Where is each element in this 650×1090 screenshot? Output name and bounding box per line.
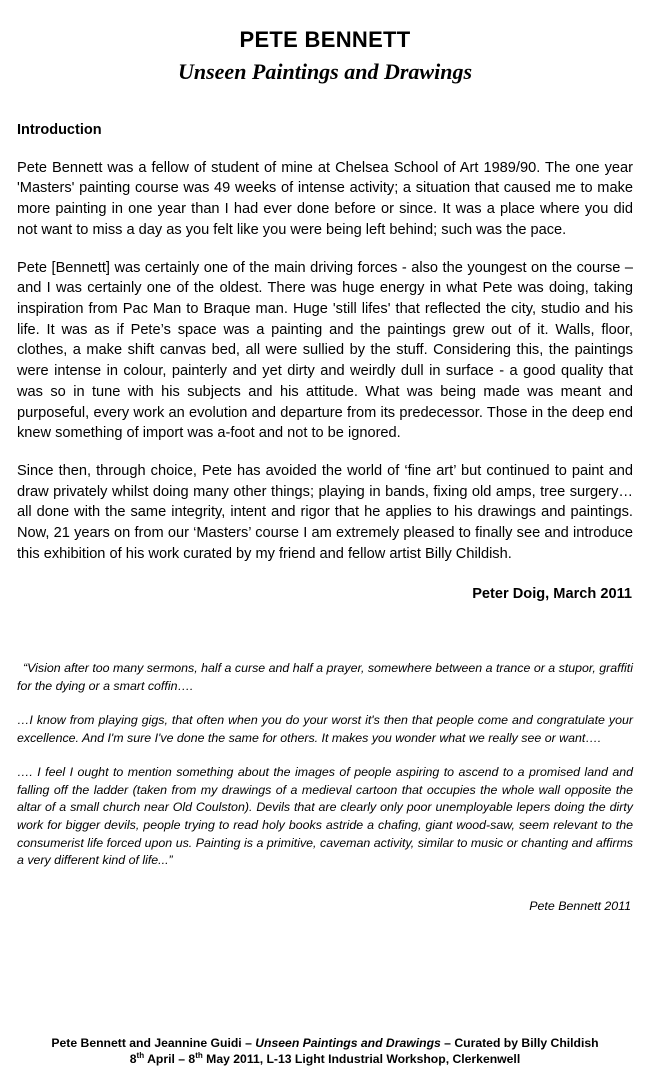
footer-start-day: 8 xyxy=(129,1051,137,1066)
quote-paragraph: …I know from playing gigs, that often when you do your worst it's then that people come and congratulate your excellence. And I'm sure I've done the same for others. It makes you wonder what we really see or want…. xyxy=(17,713,633,745)
footer-date-separator: April – xyxy=(144,1051,189,1066)
footer-line-dates xyxy=(0,1052,650,1068)
quotation-block xyxy=(17,604,633,914)
quote-attribution: Pete Bennett 2011 xyxy=(529,898,631,913)
page-subtitle: Unseen Paintings and Drawings xyxy=(177,59,473,85)
footer-curator: – Curated by Billy Childish xyxy=(440,1036,599,1050)
quote-paragraph: “Vision after too many sermons, half a curse and half a prayer, somewhere between a trance or a stupor, graffiti for the dying or a smart coffin…. xyxy=(17,660,633,693)
footer-end-day: 8 xyxy=(188,1051,196,1066)
footer-exhibitors: Pete Bennett and Jeannine Guidi – xyxy=(51,1036,256,1050)
footer-start-ordinal: th xyxy=(136,1050,145,1060)
body-paragraph: Since then, through choice, Pete has avoided the world of ‘fine art’ but continued to paint and draw privately whilst doing many other things; playing in bands, fixing old amps, tree surgery… all done with the same integrity, intent and rigor that he applies to his drawings and paintings. Now, 21 years on from our ‘Masters’ course I am extremely pleased to finally see and introduce this exhibition of his work curated by my friend and fellow artist Billy Childish. xyxy=(17,462,633,562)
section-heading-introduction: Introduction xyxy=(17,122,102,139)
footer-line-exhibition xyxy=(0,1036,650,1052)
author-signature: Peter Doig, March 2011 xyxy=(472,586,632,603)
footer-end-ordinal: th xyxy=(195,1050,203,1060)
page-footer xyxy=(0,1036,650,1067)
footer-work-title: Unseen Paintings and Drawings xyxy=(255,1036,441,1050)
body-paragraph: Pete [Bennett] was certainly one of the main driving forces - also the youngest on the course – and I was certainly one of the oldest. There was huge energy in what Pete was doing, taking inspiration from Pac Man to Braque man. Huge 'still lifes' that reflected the city, studio and his life. It was as if Pete’s space was a painting and the paintings grew out of it. Walls, floor, clothes, a make shift canvas bed, all were sullied by the stuff. Considering this, the paintings were intense in colour, painterly and yet dirty and weirdly dull in surface - a good quality that was so in tune with his subjects and his attitude. What was being made was meant and purposeful, every work an evolution and departure from its predecessor. Those in the deep end knew something of import was a-foot and not to be ignored. xyxy=(17,259,633,442)
introduction-body xyxy=(17,140,633,565)
quote-paragraph: …. I feel I ought to mention something about the images of people aspiring to ascend to a promised land and falling off the ladder (taken from my drawings of a medieval cartoon that occupies the whole wall opposite the altar of a small church near Old Coulston). Devils that are clearly only poor unemployable lepers doing the dirty work for bigger devils, people trying to read holy books astride a chafing, giant wood-saw, seem relevant to the consumerist life forced upon us. Painting is a primitive, caveman activity, similar to music or chanting and affirms a very different kind of life...” xyxy=(17,765,633,868)
body-paragraph: Pete Bennett was a fellow of student of mine at Chelsea School of Art 1989/90. The one year 'Masters' painting course was 49 weeks of intense activity; a situation that caused me to make more painting in one year than I had ever done before or since. It was a place where you did not want to miss a day as you felt like you were being left behind; such was the pace. xyxy=(17,159,633,238)
footer-venue: May 2011, L-13 Light Industrial Workshop, Clerkenwell xyxy=(202,1051,521,1066)
page-title: PETE BENNETT xyxy=(239,27,411,52)
